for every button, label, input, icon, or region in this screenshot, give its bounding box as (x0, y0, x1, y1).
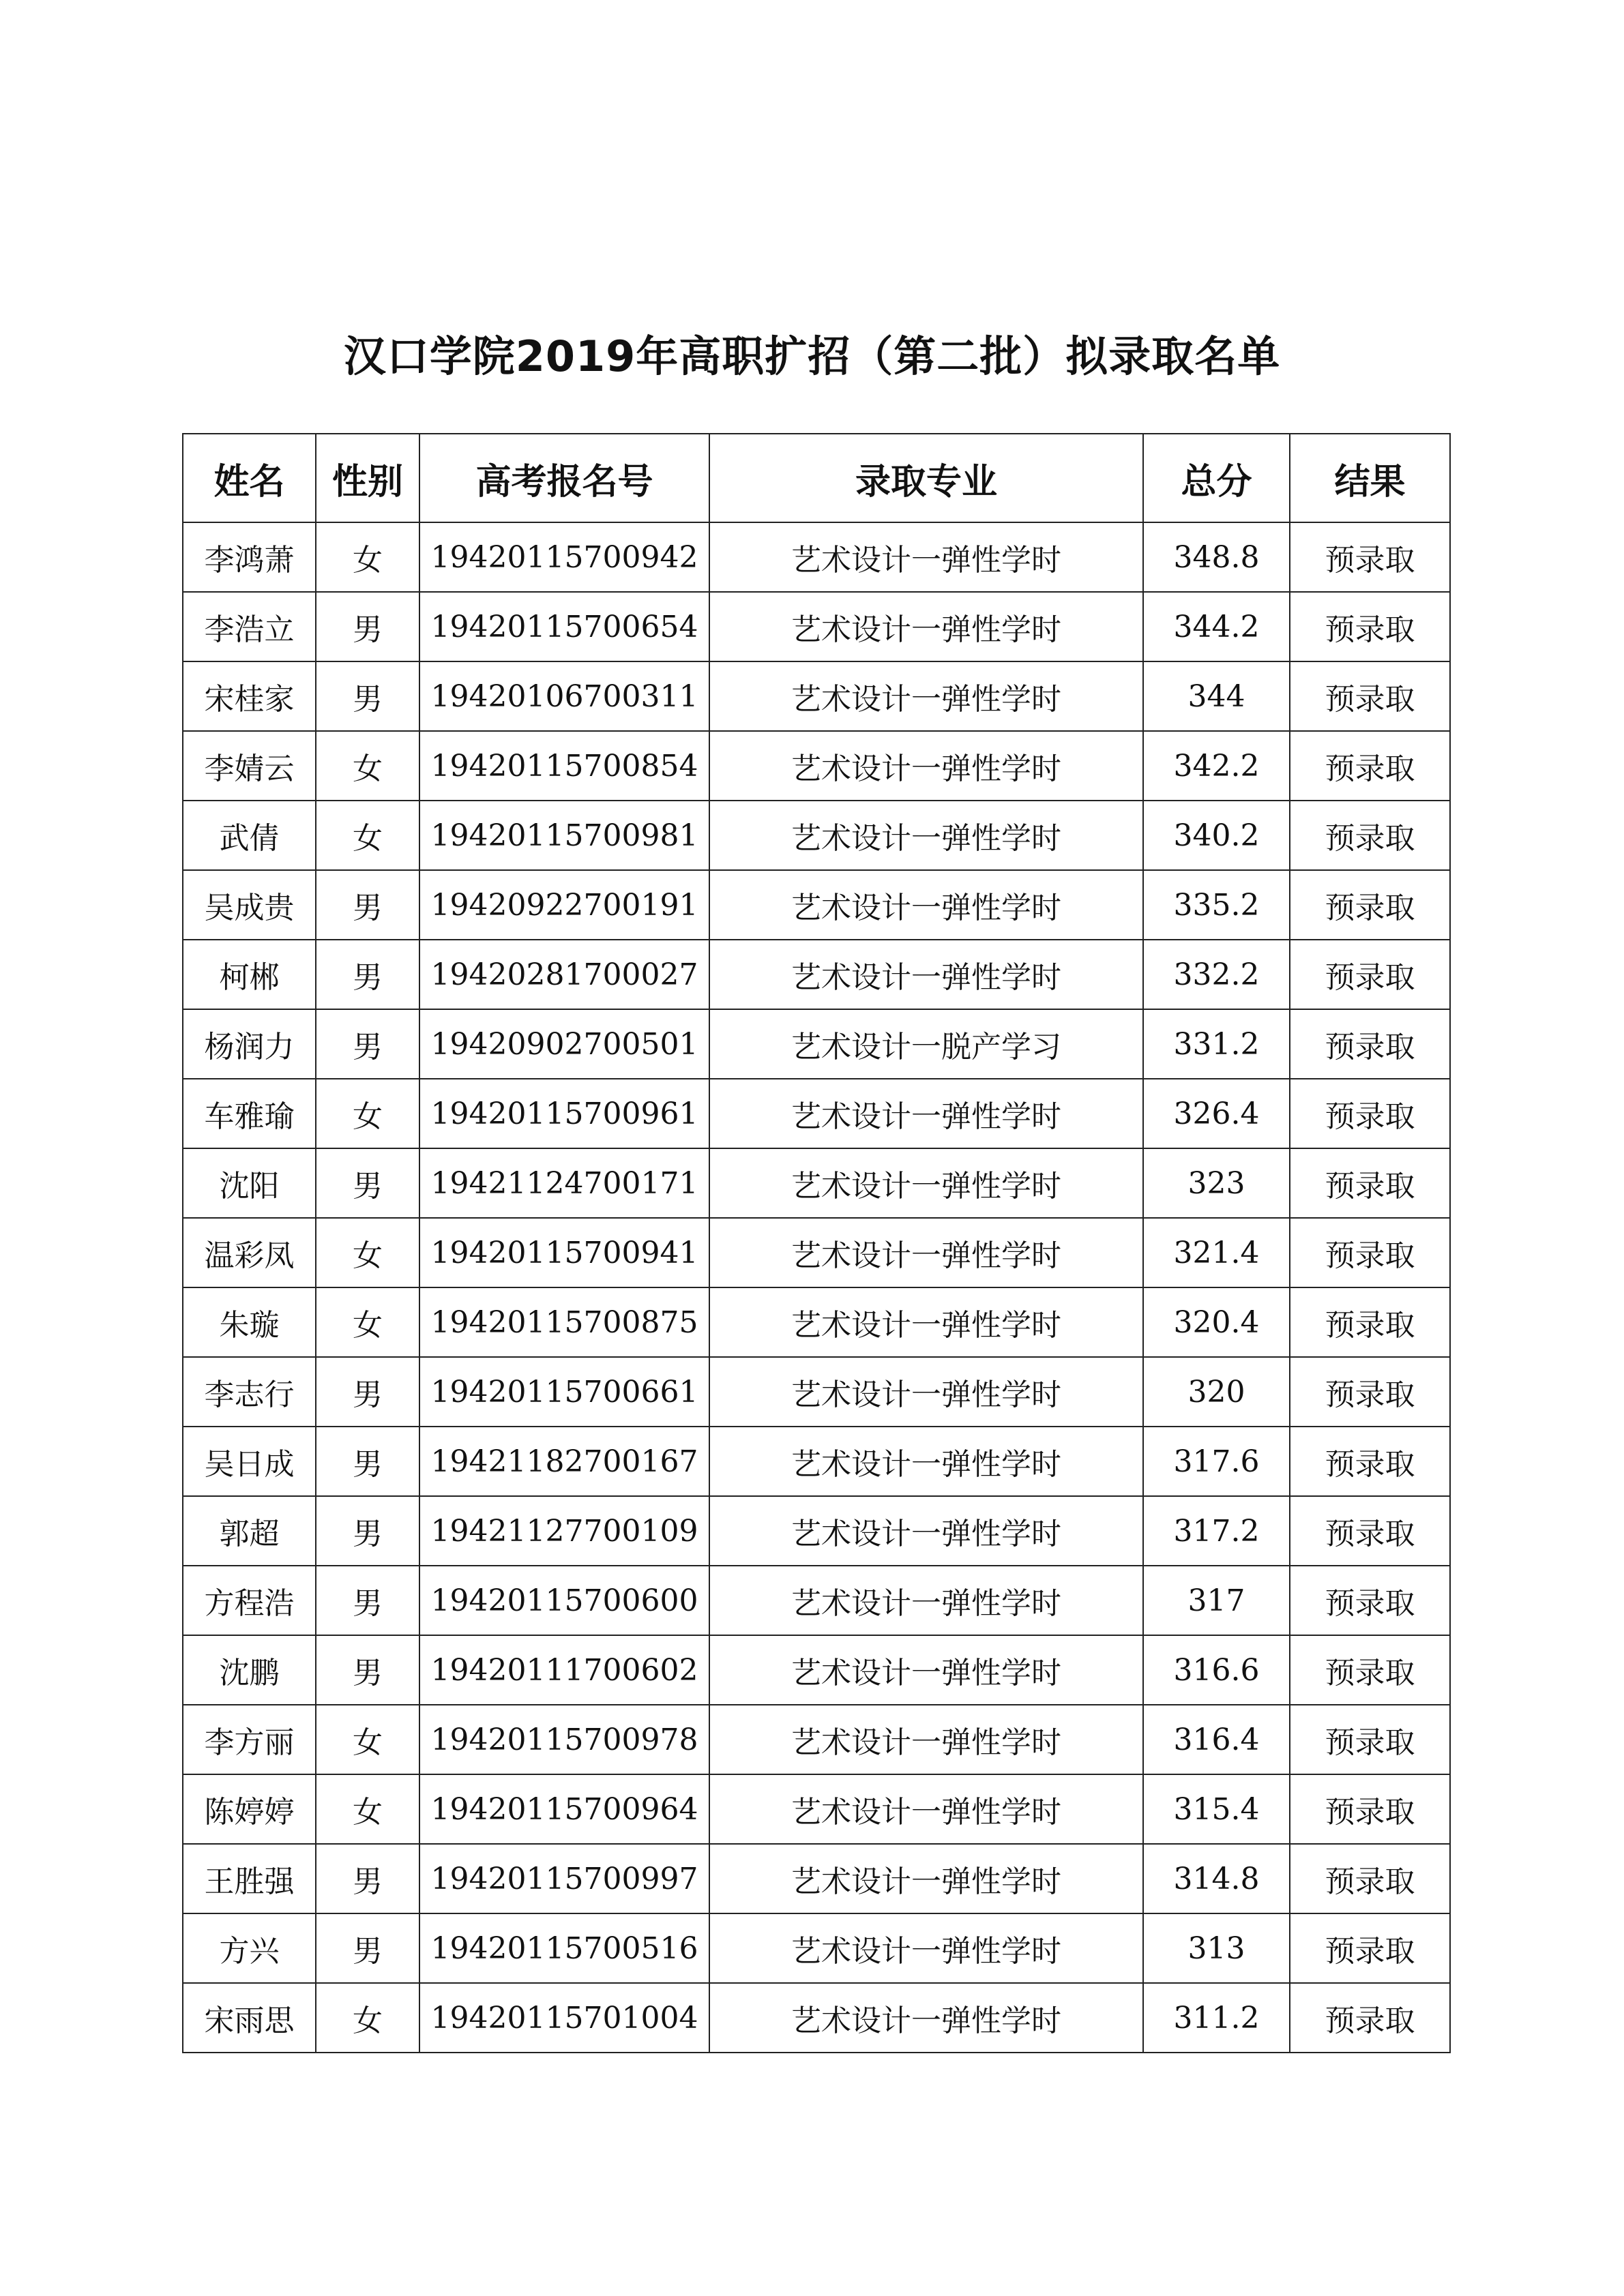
cell-exam-id: 19420115700661 (419, 1357, 709, 1427)
cell-result: 预录取 (1290, 1079, 1450, 1148)
table-row (183, 1566, 1450, 1635)
cell-exam-id: 19420115700978 (419, 1705, 709, 1774)
header-result: 结果 (1290, 434, 1450, 522)
cell-name: 李鸿萧 (183, 522, 316, 592)
header-major: 录取专业 (709, 434, 1143, 522)
cell-gender: 男 (316, 1566, 419, 1635)
cell-exam-id: 19420902700501 (419, 1009, 709, 1079)
cell-exam-id: 19421182700167 (419, 1427, 709, 1496)
cell-major: 艺术设计一脱产学习 (709, 1009, 1143, 1079)
cell-gender: 男 (316, 661, 419, 731)
table-row (183, 801, 1450, 870)
cell-name: 吴成贵 (183, 870, 316, 940)
table-row (183, 731, 1450, 801)
table-row (183, 1635, 1450, 1705)
cell-name: 李方丽 (183, 1705, 316, 1774)
table-row (183, 1079, 1450, 1148)
cell-gender: 男 (316, 940, 419, 1009)
cell-exam-id: 19420115700854 (419, 731, 709, 801)
cell-name: 柯郴 (183, 940, 316, 1009)
cell-major: 艺术设计一弹性学时 (709, 1844, 1143, 1913)
cell-exam-id: 19420115701004 (419, 1983, 709, 2053)
header-name: 姓名 (183, 434, 316, 522)
cell-exam-id: 19421127700109 (419, 1496, 709, 1566)
cell-gender: 男 (316, 1148, 419, 1218)
table-row (183, 1287, 1450, 1357)
cell-gender: 女 (316, 1774, 419, 1844)
cell-major: 艺术设计一弹性学时 (709, 1983, 1143, 2053)
cell-gender: 男 (316, 1635, 419, 1705)
cell-name: 武倩 (183, 801, 316, 870)
table-row (183, 1983, 1450, 2053)
table-row (183, 1913, 1450, 1983)
cell-major: 艺术设计一弹性学时 (709, 940, 1143, 1009)
cell-name: 沈鹏 (183, 1635, 316, 1705)
cell-exam-id: 19420115700875 (419, 1287, 709, 1357)
cell-result: 预录取 (1290, 522, 1450, 592)
cell-result: 预录取 (1290, 1635, 1450, 1705)
cell-result: 预录取 (1290, 1427, 1450, 1496)
cell-major: 艺术设计一弹性学时 (709, 1705, 1143, 1774)
table-row (183, 1774, 1450, 1844)
cell-major: 艺术设计一弹性学时 (709, 1774, 1143, 1844)
cell-major: 艺术设计一弹性学时 (709, 592, 1143, 661)
cell-gender: 女 (316, 801, 419, 870)
cell-score: 317 (1143, 1566, 1290, 1635)
cell-result: 预录取 (1290, 1009, 1450, 1079)
cell-score: 314.8 (1143, 1844, 1290, 1913)
cell-gender: 男 (316, 1009, 419, 1079)
cell-score: 344 (1143, 661, 1290, 731)
table-row (183, 1218, 1450, 1287)
cell-major: 艺术设计一弹性学时 (709, 1496, 1143, 1566)
cell-name: 李婧云 (183, 731, 316, 801)
cell-score: 317.6 (1143, 1427, 1290, 1496)
cell-score: 313 (1143, 1913, 1290, 1983)
cell-exam-id: 19420281700027 (419, 940, 709, 1009)
cell-score: 317.2 (1143, 1496, 1290, 1566)
cell-exam-id: 19420106700311 (419, 661, 709, 731)
cell-major: 艺术设计一弹性学时 (709, 1148, 1143, 1218)
cell-score: 316.4 (1143, 1705, 1290, 1774)
cell-exam-id: 19420115700964 (419, 1774, 709, 1844)
admission-table (182, 433, 1451, 2053)
table-row (183, 1844, 1450, 1913)
table-row (183, 522, 1450, 592)
cell-major: 艺术设计一弹性学时 (709, 801, 1143, 870)
cell-name: 宋桂家 (183, 661, 316, 731)
cell-major: 艺术设计一弹性学时 (709, 1357, 1143, 1427)
cell-score: 321.4 (1143, 1218, 1290, 1287)
cell-score: 331.2 (1143, 1009, 1290, 1079)
header-gender: 性别 (316, 434, 419, 522)
header-exam-id: 高考报名号 (419, 434, 709, 522)
cell-score: 320 (1143, 1357, 1290, 1427)
table-row (183, 1705, 1450, 1774)
cell-gender: 女 (316, 1079, 419, 1148)
cell-major: 艺术设计一弹性学时 (709, 1287, 1143, 1357)
cell-gender: 男 (316, 592, 419, 661)
cell-gender: 女 (316, 731, 419, 801)
cell-name: 温彩凤 (183, 1218, 316, 1287)
cell-result: 预录取 (1290, 661, 1450, 731)
cell-name: 朱璇 (183, 1287, 316, 1357)
cell-gender: 男 (316, 1913, 419, 1983)
header-score: 总分 (1143, 434, 1290, 522)
cell-score: 315.4 (1143, 1774, 1290, 1844)
cell-score: 340.2 (1143, 801, 1290, 870)
table-header-row (183, 434, 1450, 522)
cell-exam-id: 19420115700654 (419, 592, 709, 661)
cell-exam-id: 19420115700997 (419, 1844, 709, 1913)
cell-gender: 女 (316, 1705, 419, 1774)
cell-result: 预录取 (1290, 592, 1450, 661)
cell-result: 预录取 (1290, 1774, 1450, 1844)
cell-result: 预录取 (1290, 1496, 1450, 1566)
cell-exam-id: 19420111700602 (419, 1635, 709, 1705)
cell-exam-id: 19420115700941 (419, 1218, 709, 1287)
table-row (183, 940, 1450, 1009)
cell-gender: 女 (316, 1218, 419, 1287)
cell-result: 预录取 (1290, 1983, 1450, 2053)
cell-name: 宋雨思 (183, 1983, 316, 2053)
table-row (183, 1009, 1450, 1079)
cell-major: 艺术设计一弹性学时 (709, 1079, 1143, 1148)
cell-gender: 女 (316, 1983, 419, 2053)
cell-name: 方兴 (183, 1913, 316, 1983)
cell-gender: 男 (316, 1427, 419, 1496)
cell-score: 344.2 (1143, 592, 1290, 661)
cell-result: 预录取 (1290, 731, 1450, 801)
cell-gender: 女 (316, 522, 419, 592)
table-row (183, 592, 1450, 661)
cell-result: 预录取 (1290, 1913, 1450, 1983)
cell-score: 320.4 (1143, 1287, 1290, 1357)
cell-major: 艺术设计一弹性学时 (709, 522, 1143, 592)
cell-exam-id: 19421124700171 (419, 1148, 709, 1218)
cell-score: 348.8 (1143, 522, 1290, 592)
cell-major: 艺术设计一弹性学时 (709, 1635, 1143, 1705)
cell-name: 方程浩 (183, 1566, 316, 1635)
cell-result: 预录取 (1290, 1287, 1450, 1357)
cell-result: 预录取 (1290, 1705, 1450, 1774)
cell-gender: 男 (316, 870, 419, 940)
cell-exam-id: 19420115700961 (419, 1079, 709, 1148)
cell-exam-id: 19420115700516 (419, 1913, 709, 1983)
cell-result: 预录取 (1290, 940, 1450, 1009)
cell-name: 吴日成 (183, 1427, 316, 1496)
cell-result: 预录取 (1290, 1148, 1450, 1218)
cell-result: 预录取 (1290, 1566, 1450, 1635)
table-row (183, 661, 1450, 731)
cell-name: 陈婷婷 (183, 1774, 316, 1844)
cell-major: 艺术设计一弹性学时 (709, 1913, 1143, 1983)
cell-exam-id: 19420115700981 (419, 801, 709, 870)
cell-name: 李志行 (183, 1357, 316, 1427)
cell-exam-id: 19420115700600 (419, 1566, 709, 1635)
cell-exam-id: 19420922700191 (419, 870, 709, 940)
cell-major: 艺术设计一弹性学时 (709, 1566, 1143, 1635)
cell-score: 326.4 (1143, 1079, 1290, 1148)
cell-major: 艺术设计一弹性学时 (709, 870, 1143, 940)
cell-score: 332.2 (1143, 940, 1290, 1009)
cell-result: 预录取 (1290, 1218, 1450, 1287)
table-row (183, 870, 1450, 940)
cell-score: 342.2 (1143, 731, 1290, 801)
cell-gender: 男 (316, 1844, 419, 1913)
cell-result: 预录取 (1290, 801, 1450, 870)
page-title: 汉口学院2019年高职扩招（第二批）拟录取名单 (343, 331, 1281, 381)
cell-name: 车雅瑜 (183, 1079, 316, 1148)
cell-score: 335.2 (1143, 870, 1290, 940)
cell-major: 艺术设计一弹性学时 (709, 731, 1143, 801)
cell-score: 323 (1143, 1148, 1290, 1218)
cell-result: 预录取 (1290, 1357, 1450, 1427)
cell-major: 艺术设计一弹性学时 (709, 661, 1143, 731)
cell-result: 预录取 (1290, 870, 1450, 940)
cell-exam-id: 19420115700942 (419, 522, 709, 592)
cell-name: 沈阳 (183, 1148, 316, 1218)
table-body (183, 522, 1450, 2053)
table-row (183, 1496, 1450, 1566)
cell-name: 李浩立 (183, 592, 316, 661)
cell-score: 316.6 (1143, 1635, 1290, 1705)
cell-result: 预录取 (1290, 1844, 1450, 1913)
cell-gender: 女 (316, 1287, 419, 1357)
cell-name: 郭超 (183, 1496, 316, 1566)
cell-name: 王胜强 (183, 1844, 316, 1913)
table-row (183, 1148, 1450, 1218)
cell-major: 艺术设计一弹性学时 (709, 1427, 1143, 1496)
cell-name: 杨润力 (183, 1009, 316, 1079)
cell-score: 311.2 (1143, 1983, 1290, 2053)
cell-major: 艺术设计一弹性学时 (709, 1218, 1143, 1287)
cell-gender: 男 (316, 1357, 419, 1427)
table-row (183, 1427, 1450, 1496)
cell-gender: 男 (316, 1496, 419, 1566)
table-row (183, 1357, 1450, 1427)
